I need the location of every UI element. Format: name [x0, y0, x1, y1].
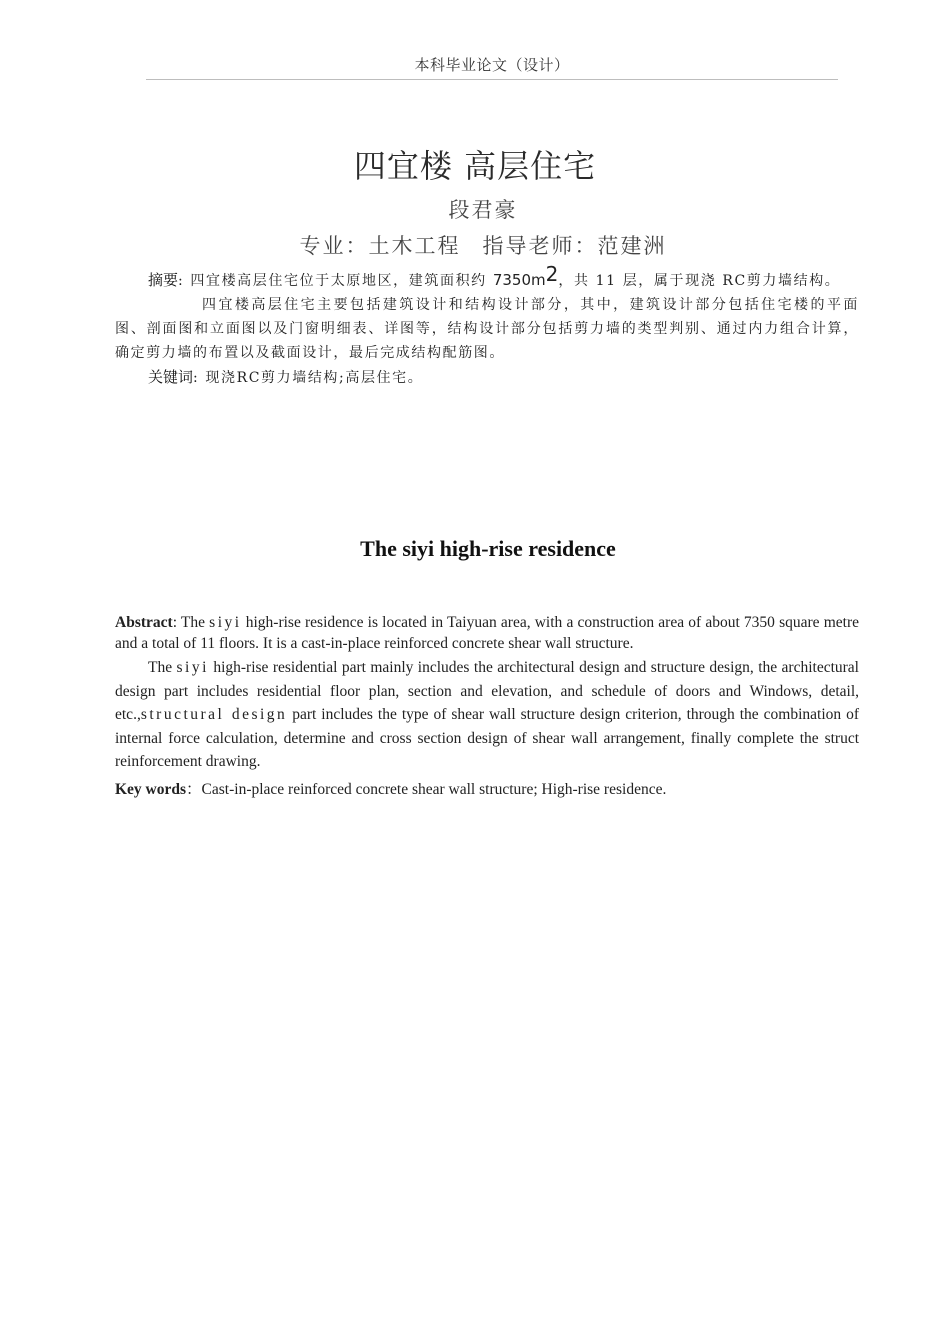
- abstract-en-text-2b: high-rise residential part mainly includes the architectural design and structure design, the architectural design part includes residential floor plan, section and elevation, and schedule of doors and Windows, detail, etc.,: [115, 659, 859, 724]
- title-en: The siyi high-rise residence: [360, 536, 616, 561]
- abstract-en: [115, 612, 859, 802]
- abstract-cn: [115, 262, 859, 390]
- header-rule: [146, 79, 838, 80]
- abstract-cn-paragraph-1: [115, 262, 859, 293]
- abstract-en-text-1a: : The: [172, 614, 210, 631]
- author-name: 段君豪: [448, 198, 518, 222]
- abstract-cn-text-1b: ，共 11 层，属于现浇 RC剪力墙结构。: [558, 273, 841, 289]
- area-exponent: 2: [545, 262, 559, 286]
- major-label: 专业：: [299, 234, 369, 258]
- abstract-en-label: Abstract: [115, 614, 173, 631]
- keywords-cn: [115, 365, 859, 390]
- abstract-en-siyi-1: siyi: [209, 614, 242, 631]
- abstract-cn-area: [492, 262, 559, 289]
- keywords-en: [115, 778, 859, 802]
- title-cn: 四宜楼 高层住宅: [353, 147, 597, 185]
- abstract-en-siyi-2: siyi: [176, 659, 209, 676]
- abstract-en-structural-design: structural design: [140, 706, 288, 724]
- keywords-cn-text: : 现浇RC剪力墙结构;高层住宅。: [193, 370, 424, 386]
- abstract-en-text-2c: part includes the type of shear wall structure design criterion, through the combination of internal force calculation, determine and cross section design of shear wall arrangement, finally complete the struct reinforcement drawing.: [115, 706, 859, 771]
- abstract-en-text-1b: high-rise residence is located in Taiyuan area, with a construction area of about 7350 square metre and a total of 11 floors. It is a cast-in-place reinforced concrete shear wall structure.: [115, 614, 860, 652]
- keywords-en-text: ：Cast-in-place reinforced concrete shear wall structure; High-rise residence.: [186, 780, 667, 798]
- keywords-cn-label: 关键词: [148, 368, 194, 386]
- advisor-label: 指导老师：: [482, 234, 598, 258]
- abstract-en-paragraph-2: [115, 656, 859, 774]
- advisor-value: 范建洲: [597, 234, 667, 258]
- area-value: 7350m: [492, 271, 546, 289]
- keywords-en-label: Key words: [115, 780, 187, 798]
- abstract-en-paragraph-1: [115, 612, 859, 654]
- abstract-en-text-2a: The: [148, 659, 177, 676]
- major-value: 土木工程: [368, 234, 461, 258]
- abstract-cn-paragraph-2: 四宜楼高层住宅主要包括建筑设计和结构设计部分，其中，建筑设计部分包括住宅楼的平面 图、剖面图和立面图以及门窗明细表、详图等，结构设计部分包括剪力墙的类型判别、通过内力组合计算，确定剪力墙的布置以及截面设计，最后完成结构配筋图。: [115, 297, 859, 361]
- author-affiliation: [0, 229, 950, 263]
- running-header: 本科毕业论文（设计）: [414, 56, 570, 74]
- abstract-cn-label: 摘要: [148, 271, 179, 289]
- abstract-cn-text-1a: : 四宜楼高层住宅位于太原地区，建筑面积约: [178, 273, 493, 289]
